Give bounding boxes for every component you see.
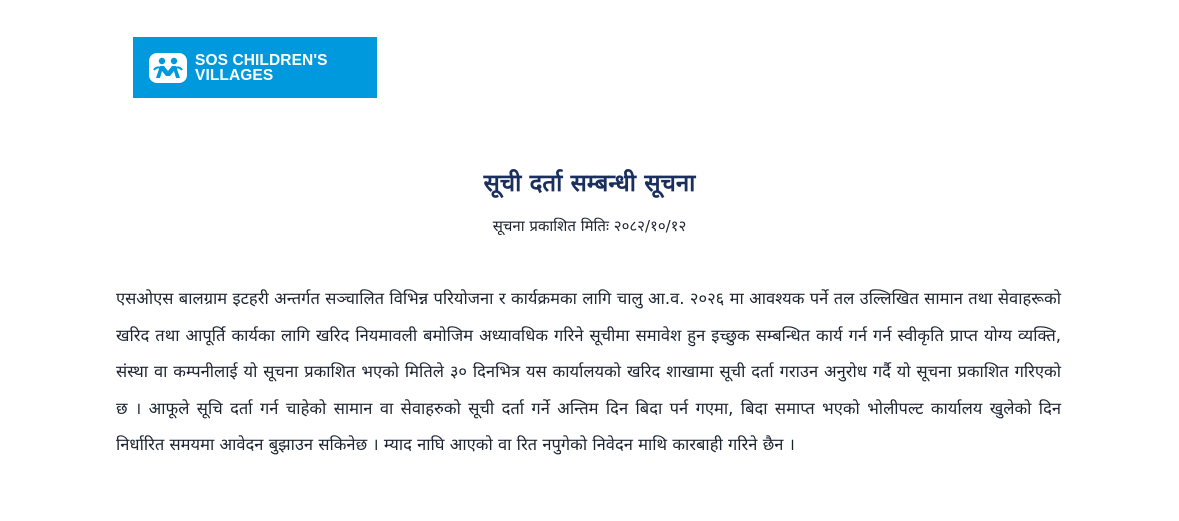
logo-line-1: SOS CHILDREN'S xyxy=(195,51,328,69)
published-date: सूचना प्रकाशित मितिः २०८२/१०/१२ xyxy=(492,217,687,235)
notice-title: सूची दर्ता सम्बन्धी सूचना xyxy=(483,169,696,197)
notice-body: एसओएस बालग्राम इटहरी अन्तर्गत सञ्चालित विभिन्न परियोजना र कार्यक्रमका लागि चालु आ.व. २०२६ मा आवश्यक पर्ने तल उल्लिखित सामान तथा सेवाहरूको खरिद तथा आपूर्ति कार्यका लागि खरिद नियमावली बमोजिम अध्यावधिक गरिने सूचीमा समावेश हुन इच्छुक सम्बन्धित कार्य गर्न गर्न स्वीकृति प्राप्त योग्य व्यक्ति, संस्था वा कम्पनीलाई यो सूचना प्रकाशित भएको मितिले ३० दिनभित्र यस कार्यालयको खरिद शाखामा सूची दर्ता गराउन अनुरोध गर्दै यो सूचना प्रकाशित गरिएको छ । आफूले सूचि दर्ता गर्न चाहेको सामान वा सेवाहरुको सूची दर्ता गर्ने अन्तिम दिन बिदा पर्न गएमा, बिदा समाप्त भएको भोलीपल्ट कार्यालय खुलेको दिन निर्धारित समयमा आवेदन बुझाउन सकिनेछ । म्याद नाघि आएको वा रित नपुगेको निवेदन माथि कारबाही गरिने छैन । xyxy=(116,289,1061,455)
sos-children-villages-emblem-icon xyxy=(149,53,187,83)
sos-logo xyxy=(133,37,377,98)
logo-line-2: VILLAGES xyxy=(195,66,274,84)
logo-wordmark xyxy=(195,53,328,83)
